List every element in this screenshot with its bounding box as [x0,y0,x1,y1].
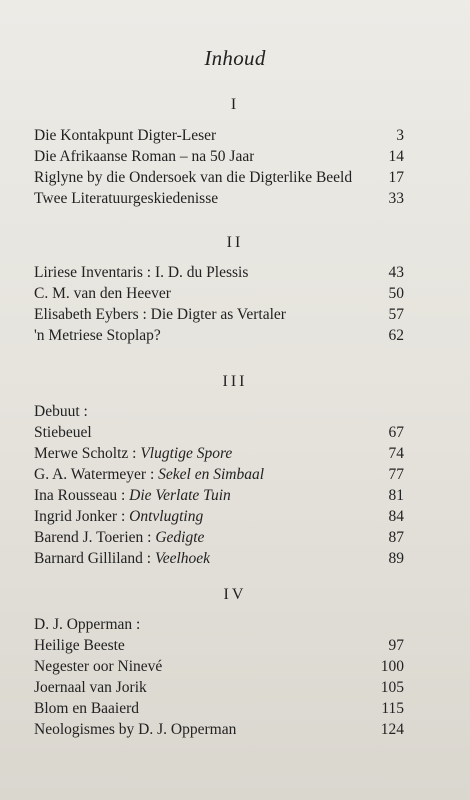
toc-entry: Barnard Gilliland : Veelhoek 89 [34,550,404,567]
toc-entry: Stiebeuel 67 [34,424,404,441]
section-3-entries [34,403,404,571]
toc-entry: Negester oor Ninevé 100 [34,658,404,675]
page-number: 50 [388,285,404,302]
page-number: 17 [388,169,404,186]
toc-entry: Neologismes by D. J. Opperman 124 [34,721,404,738]
toc-entry: Ina Rousseau : Die Verlate Tuin 81 [34,487,404,504]
page-number: 33 [388,190,404,207]
toc-entry: Merwe Scholtz : Vlugtige Spore 74 [34,445,404,462]
toc-entry: Riglyne by die Ondersoek van die Digterlike Beeld 17 [34,169,404,186]
section-4-entries [34,616,404,742]
page-number: 89 [388,550,404,567]
page-number: 3 [396,127,404,144]
toc-entry: Blom en Baaierd 115 [34,700,404,717]
toc-entry: Heilige Beeste 97 [34,637,404,654]
page-number: 100 [380,658,404,675]
page-title: Inhoud [204,46,266,70]
toc-entry: G. A. Watermeyer : Sekel en Simbaal 77 [34,466,404,483]
toc-entry: C. M. van den Heever 50 [34,285,404,302]
page-number: 124 [380,721,404,738]
page-number: 67 [388,424,404,441]
page-number: 14 [388,148,404,165]
section-numeral-2: II [226,234,244,251]
toc-entry: Elisabeth Eybers : Die Digter as Vertaler 57 [34,306,404,323]
page-number: 105 [380,679,404,696]
toc-entry: Die Afrikaanse Roman – na 50 Jaar 14 [34,148,404,165]
section-numeral-1: I [230,96,240,113]
page-number: 74 [388,445,404,462]
toc-entry: 'n Metriese Stoplap? 62 [34,327,404,344]
page-number: 43 [388,264,404,281]
toc-entry: Liriese Inventaris : I. D. du Plessis 43 [34,264,404,281]
page-number: 77 [388,466,404,483]
page-number: 87 [388,529,404,546]
page-number: 97 [388,637,404,654]
page-number: 62 [388,327,404,344]
toc-entry: Twee Literatuurgeskiedenisse 33 [34,190,404,207]
toc-entry: Debuut : [34,403,88,420]
toc-entry: D. J. Opperman : [34,616,141,633]
section-2-entries [34,264,404,348]
page-number: 84 [388,508,404,525]
page-number: 115 [381,700,404,717]
toc-entry: Ingrid Jonker : Ontvlugting 84 [34,508,404,525]
toc-entry: Barend J. Toerien : Gedigte 87 [34,529,404,546]
section-numeral-4: IV [223,586,247,603]
section-numeral-3: III [222,373,248,390]
page-number: 81 [388,487,404,504]
page-number: 57 [388,306,404,323]
toc-entry: Joernaal van Jorik 105 [34,679,404,696]
section-1-entries [34,127,404,211]
toc-entry: Die Kontakpunt Digter-Leser 3 [34,127,404,144]
